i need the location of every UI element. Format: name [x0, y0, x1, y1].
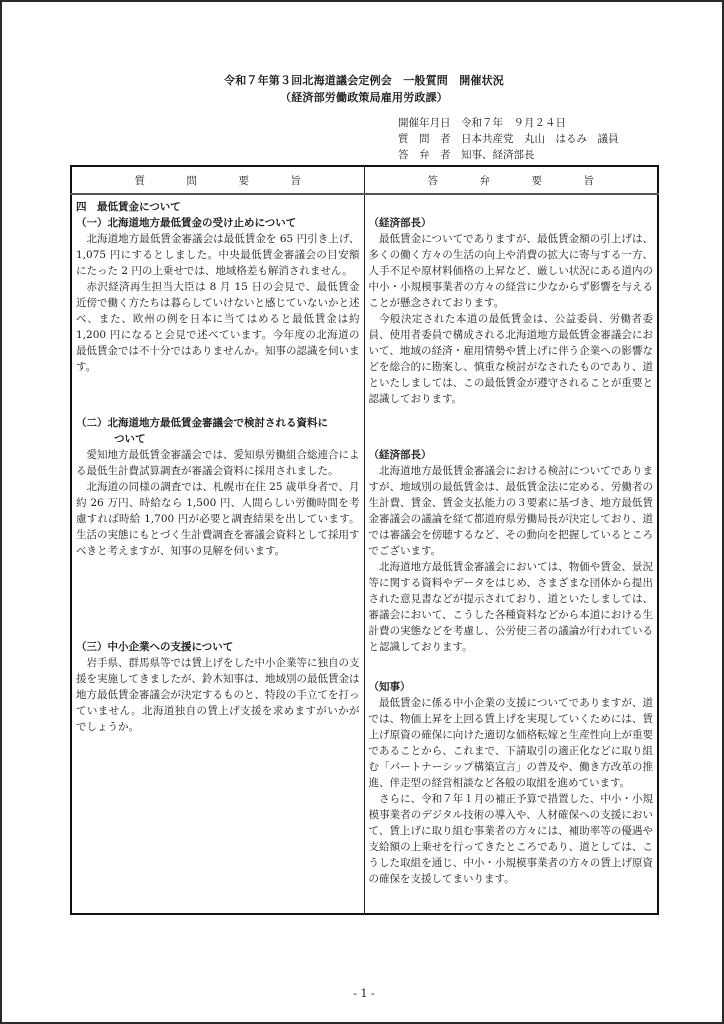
question-subheading: （三）中小企業への支援について	[76, 641, 234, 653]
questioner-label: 質 問 者	[398, 133, 451, 145]
header-char: 質	[134, 174, 145, 187]
header-char: 要	[531, 174, 542, 187]
answer-speaker: （知事）	[368, 681, 411, 693]
question-paragraph: 愛知地方最低賃金審議会では、愛知県労働組合総連合による最低生計費試算調査が審議会資料に採用されました。	[76, 449, 360, 477]
respondent-value: 知事、経済部長	[461, 149, 535, 161]
page-number: - 1 -	[353, 987, 375, 1000]
header-char: 弁	[479, 174, 490, 187]
header-char: 旨	[583, 174, 594, 187]
meeting-info	[398, 115, 619, 163]
answer-item-2	[369, 447, 654, 655]
header-char: 答	[427, 174, 438, 187]
answer-column	[364, 194, 658, 914]
answer-item-3	[369, 679, 654, 887]
answer-paragraph: 北海道地方最低賃金審議会においては、物価や賃金、景況等に関する資料やデータをはじめ、さまざまな団体から提出された意見書などが提示されており、道といたしましては、審議会において、こうした各種資料などから本道における生計費の実態などを考慮し、公労使三者の議論が行われていると認識しております。	[368, 561, 653, 653]
header-char: 要	[238, 174, 249, 187]
question-subheading: （一）北海道地方最低賃金の受け止めについて	[76, 217, 297, 229]
meeting-date-row	[398, 115, 619, 131]
question-item-3	[76, 639, 360, 735]
questioner-row	[398, 131, 619, 147]
header-char: 問	[186, 174, 197, 187]
question-item-1	[76, 215, 360, 375]
respondent-row	[398, 147, 619, 163]
question-paragraph: 赤沢経済再生担当大臣は 8 月 15 日の会見で、最低賃金近傍で働く方たちは暮らしていけないと感じていないかと述べ、また、欧州の例を日本に当てはめると最低賃金は約 1,200 円になると会見で述べています。今年度の北海道の最低賃金では不十分ではありませんか。知事の認識を伺います。	[76, 281, 360, 373]
answer-paragraph: 今般決定された本道の最低賃金は、公益委員、労働者委員、使用者委員で構成される北海道地方最低賃金審議会において、地域の経済・雇用情勢や賃上げに伴う企業への影響などを総合的に勘案し、慎重な検討がなされたものであり、道といたしましては、この最低賃金が遵守されることが重要と認識しております。	[368, 313, 653, 405]
question-column	[71, 194, 364, 914]
answer-paragraph: 北海道地方最低賃金審議会における検討についてでありますが、地域別の最低賃金は、最低賃金法に定める、労働者の生計費、賃金、賃金支払能力の３要素に基づき、地方最低賃金審議会の議論を経て都道府県労働局長が決定しており、道では審議会を傍聴するなど、その動向を把握しているところでございます。	[368, 465, 653, 557]
document-subtitle: （経済部労働政策局雇用労政課）	[280, 91, 448, 104]
table-header-row	[71, 166, 658, 194]
meeting-date-label: 開催年月日	[398, 117, 451, 129]
document-title: 令和７年第３回北海道議会定例会 一般質問 開催状況	[224, 74, 504, 87]
respondent-label: 答 弁 者	[398, 149, 451, 161]
answer-speaker: （経済部長）	[368, 217, 432, 229]
answer-paragraph: 最低賃金についてでありますが、最低賃金額の引上げは、多くの働く方々の生活の向上や消費の拡大に寄与する一方、人手不足や原材料価格の上昇など、厳しい状況にある道内の中小・小規模事業者の方々の経営に少なからず影響を与えることが懸念されております。	[368, 233, 653, 309]
answer-speaker: （経済部長）	[368, 449, 432, 461]
questioner-value: 日本共産党 丸山 はるみ 議員	[461, 133, 619, 145]
header-char: 旨	[290, 174, 301, 187]
question-paragraph: 岩手県、群馬県等では賃上げをした中小企業等に独自の支援を実施してきましたが、鈴木知事は、地域別の最低賃金は地方最低賃金審議会が決定するものと、特段の手立てを打っていません。北海道独自の賃上げ支援を求めますがいかがでしょうか。	[76, 657, 360, 733]
qa-table	[70, 165, 659, 915]
section-heading: 四 最低賃金について	[76, 201, 181, 213]
table-row	[71, 194, 658, 914]
meeting-date-value: 令和７年 ９月２４日	[461, 117, 566, 129]
question-item-2	[76, 415, 360, 559]
question-paragraph: 北海道地方最低賃金審議会は最低賃金を 65 円引き上げ、1,075 円にするとしました。中央最低賃金審議会の目安額にたった 2 円の上乗せでは、地域格差も解消されません。	[76, 233, 360, 277]
answer-paragraph: さらに、令和７年１月の補正予算で措置した、中小・小規模事業者のデジタル技術の導入や、人材確保への支援において、賃上げに取り組む事業者の方々には、補助率等の優遇や支給額の上乗せを行ってきたところであり、道としては、こうした取組を通じ、中小・小規模事業者の方々の賃上げ原資の確保を支援してまいります。	[368, 793, 653, 885]
answer-summary-header	[364, 166, 658, 194]
question-paragraph: 北海道の同様の調査では、札幌市在住 25 歳単身者で、月約 26 万円、時給なら 1,500 円、人間らしい労働時間を考慮すれば時給 1,700 円が必要と調査結果を出しています。生活の実態にもとづく生計費調査を審議会資料として採用すべきと考えますが、知事の見解を伺います。	[76, 481, 360, 557]
question-subheading: （二）北海道地方最低賃金審議会で検討される資料に	[76, 417, 328, 429]
answer-paragraph: 最低賃金に係る中小企業の支援についてでありますが、道では、物価上昇を上回る賃上げを実現していくためには、賃上げ原資の確保に向けた適切な価格転嫁と生産性向上が重要であることから、これまで、下請取引の適正化などに取り組む「パートナーシップ構築宣言」の普及や、働き方改革の推進、伴走型の経営相談など各般の取組を進めています。	[368, 697, 653, 789]
answer-item-1	[369, 215, 654, 407]
question-subheading-cont: ついて	[114, 433, 146, 445]
question-summary-header	[71, 166, 364, 194]
